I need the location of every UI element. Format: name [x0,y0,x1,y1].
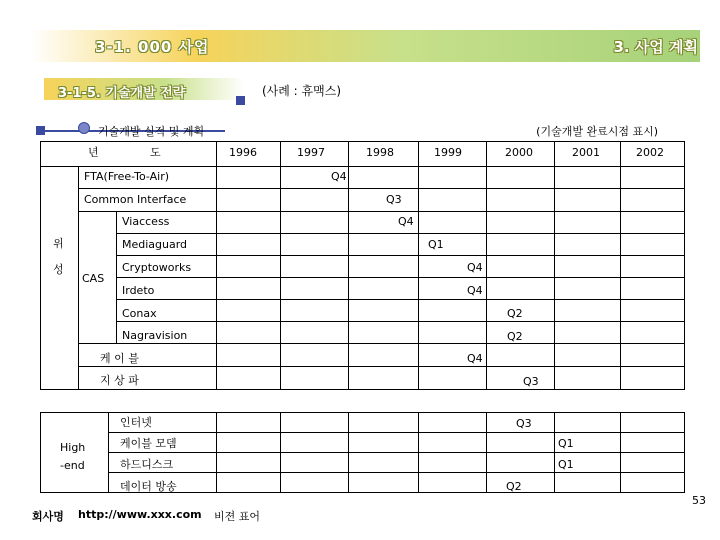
year-header: 1997 [297,146,325,159]
example-note: (사례 : 휴맥스) [262,84,341,98]
row-label: 케이블 모뎀 [120,437,177,450]
year-header: 1996 [229,146,257,159]
row-label: 케 이 블 [100,352,139,365]
legend-note: (기술개발 완료시점 표시) [536,125,658,138]
page-number: 53 [692,494,706,507]
completion-quarter: Q2 [507,307,523,320]
completion-quarter: Q3 [516,417,532,430]
row-label: 인터넷 [120,416,152,429]
header-year-label: 년 [88,146,99,159]
header-year-label: 도 [150,146,161,159]
chapter-title: 3. 사업 계획 [613,38,698,56]
footer-url[interactable]: http://www.xxx.com [78,508,202,521]
completion-quarter: Q4 [467,261,483,274]
completion-quarter: Q3 [523,375,539,388]
row-label: Mediaguard [122,238,188,251]
group-label: 성 [53,263,64,276]
completion-quarter: Q1 [558,437,574,450]
roadmap-table [40,141,685,501]
completion-quarter: Q3 [386,193,402,206]
group-label: 위 [53,237,64,250]
year-header: 2002 [636,146,664,159]
row-label: Irdeto [122,284,155,297]
square-bullet-icon [36,126,45,135]
square-bullet-icon [236,96,245,105]
year-header: 1999 [434,146,462,159]
track-title: 기술개발 실적 및 계획 [98,125,205,138]
year-header: 2000 [505,146,533,159]
row-label: Conax [122,307,157,320]
circle-bullet-icon [78,122,90,134]
group-label-highend: -end [60,459,85,472]
subsection-title: 3-1-5. 기술개발 전략 [58,86,186,101]
group-label-cas: CAS [82,272,105,285]
completion-quarter: Q4 [331,170,347,183]
row-label: 데이터 방송 [120,480,177,493]
year-header: 2001 [572,146,600,159]
row-label: 하드디스크 [120,458,174,471]
completion-quarter: Q4 [467,284,483,297]
completion-quarter: Q4 [398,215,414,228]
row-label: Common Interface [84,193,187,206]
year-header: 1998 [366,146,394,159]
completion-quarter: Q1 [558,458,574,471]
footer-slogan: 비젼 표어 [214,510,261,523]
row-label: Cryptoworks [122,261,192,274]
row-label: 지 상 파 [100,374,139,387]
completion-quarter: Q2 [506,480,522,493]
group-label-highend: High [60,441,86,454]
row-label: Viaccess [122,215,170,228]
section-title: 3-1. 000 사업 [95,38,210,56]
row-label: Nagravision [122,329,188,342]
row-label: FTA(Free-To-Air) [84,170,170,183]
completion-quarter: Q1 [428,238,444,251]
completion-quarter: Q4 [467,352,483,365]
footer-company: 회사명 [32,510,64,523]
completion-quarter: Q2 [507,330,523,343]
